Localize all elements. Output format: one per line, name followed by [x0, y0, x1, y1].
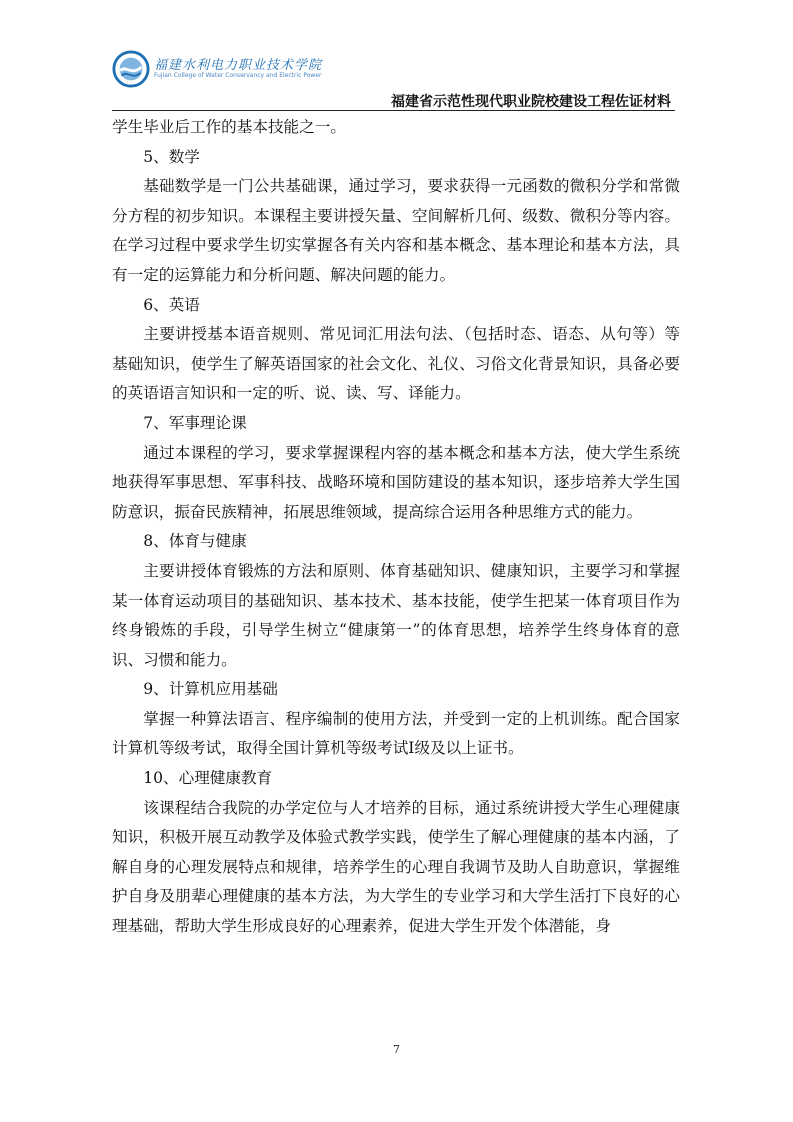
paragraph-pe: 主要讲授体育锻炼的方法和原则、体育基础知识、健康知识，主要学习和掌握某一体育运动项目的基础知识、基本技术、基本技能，使学生把某一体育项目作为终身锻炼的手段，引导学生树立“健康第一”的体育思想，培养学生终身体育的意识、习惯和能力。 [112, 561, 680, 669]
logo-english-name: Fujian College of Water Conservancy and Electric Power [154, 72, 322, 79]
header-divider [112, 110, 675, 111]
header-title: 福建省示范性现代职业院校建设工程佐证材料 [391, 94, 671, 110]
page-number: 7 [393, 1043, 400, 1056]
section-heading-computer: 9、计算机应用基础 [143, 680, 278, 699]
paragraph-military: 通过本课程的学习，要求掌握课程内容的基本概念和基本方法，使大学生系统地获得军事思想、军事科技、战略环境和国防建设的基本知识，逐步培养大学生国防意识，振奋民族精神，拓展思维领域，提高综合运用各种思维方式的能力。 [112, 443, 680, 521]
section-heading-english: 6、英语 [143, 295, 200, 314]
college-logo [112, 50, 323, 94]
paragraph-computer: 掌握一种算法语言、程序编制的使用方法，并受到一定的上机训练。配合国家计算机等级考试，取得全国计算机等级考试Ⅰ级及以上证书。 [112, 709, 680, 758]
document-body [112, 113, 680, 942]
paragraph-math: 基础数学是一门公共基础课，通过学习，要求获得一元函数的微积分学和常微分方程的初步知识。本课程主要讲授矢量、空间解析几何、级数、微积分等内容。在学习过程中要求学生切实掌握各有关内容和基本概念、基本理论和基本方法，具有一定的运算能力和分析问题、解决问题的能力。 [112, 177, 680, 284]
section-heading-psychology: 10、心理健康教育 [143, 769, 273, 788]
paragraph-psychology: 该课程结合我院的办学定位与人才培养的目标，通过系统讲授大学生心理健康知识，积极开展互动教学及体验式教学实践，使学生了解心理健康的基本内涵，了解自身的心理发展特点和规律，培养学生的心理自我调节及助人自助意识，掌握维护自身及朋辈心理健康的基本方法，为大学生的专业学习和大学生活打下良好的心理基础，帮助大学生形成良好的心理素养，促进大学生开发个体潜能，身 [112, 798, 680, 936]
section-heading-pe: 8、体育与健康 [143, 532, 247, 551]
paragraph-english: 主要讲授基本语音规则、常见词汇用法句法、（包括时态、语态、从句等）等基础知识，使学生了解英语国家的社会文化、礼仪、习俗文化背景知识，具备必要的英语语言知识和一定的听、说、读、写、译能力。 [112, 325, 680, 403]
logo-chinese-name: 福建水利电力职业技术学院 [154, 58, 323, 73]
section-heading-math: 5、数学 [143, 147, 200, 166]
page-header [0, 0, 793, 112]
college-emblem-icon [112, 50, 150, 88]
section-heading-military: 7、军事理论课 [143, 413, 247, 432]
paragraph-continuation: 学生毕业后工作的基本技能之一。 [112, 118, 346, 136]
